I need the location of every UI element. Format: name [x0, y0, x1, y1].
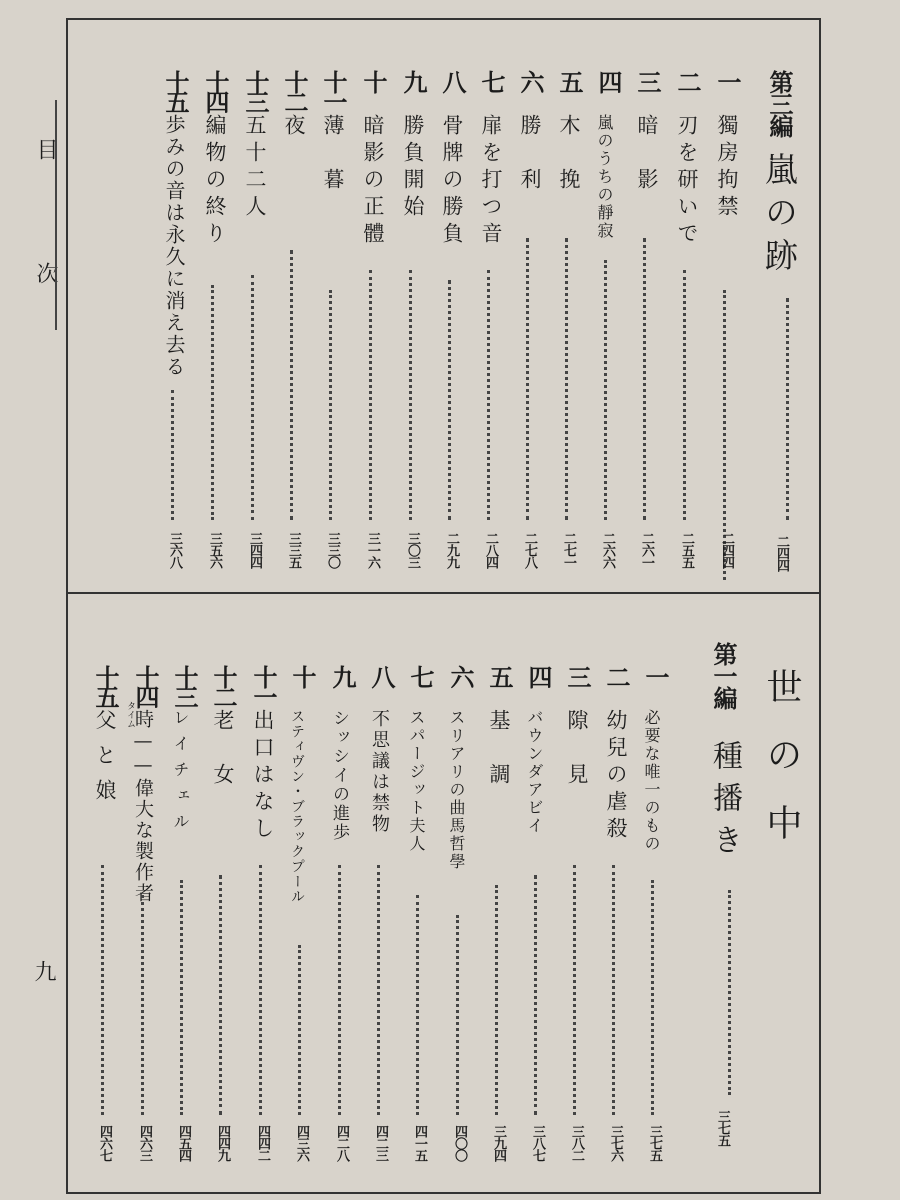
part-leader-dots: [786, 298, 789, 520]
chapter-title: スパージット夫人: [407, 709, 426, 853]
chapter-page: 二五五: [679, 532, 694, 568]
chapter-number: 六: [516, 70, 544, 90]
leader-dots: [298, 945, 301, 1115]
chapter-number: 九: [328, 665, 356, 685]
chapter-page: 三一六: [365, 532, 380, 568]
chapter-number: 二: [602, 665, 630, 685]
chapter-page: 四一五: [412, 1125, 427, 1161]
chapter-title: 時——偉大な製作者: [132, 709, 154, 904]
margin-mokuji-top: 目: [33, 138, 58, 160]
chapter-number: 三: [633, 70, 661, 90]
leader-dots: [456, 915, 459, 1115]
chapter-page: 四二三: [373, 1125, 388, 1161]
chapter-number: 五: [555, 70, 583, 90]
chapter-title: シッシイの進歩: [329, 709, 349, 842]
chapter-number: 七: [406, 665, 434, 685]
chapter-page: 三三〇: [325, 532, 340, 568]
leader-dots: [495, 885, 498, 1115]
leader-dots: [171, 390, 174, 520]
chapter-number: 十二: [209, 665, 237, 705]
part-label: 第三編: [765, 70, 793, 136]
chapter-title: スティヴン・ブラックプール: [289, 709, 305, 904]
chapter-page: 三七五: [647, 1125, 662, 1161]
chapter-page: 四三六: [294, 1125, 309, 1161]
margin-mokuji-bottom: 次: [33, 262, 58, 284]
chapter-number: 三: [563, 665, 591, 685]
leader-dots: [487, 270, 490, 520]
book-title: 世の中: [761, 668, 802, 872]
chapter-page: 四五四: [176, 1125, 191, 1161]
chapter-number: 十三: [170, 665, 198, 705]
page-number: 九: [31, 960, 56, 982]
chapter-page: 三八七: [530, 1125, 545, 1161]
chapter-title: 骨牌の勝負: [440, 114, 464, 249]
leader-dots: [251, 275, 254, 520]
chapter-page: 三〇三: [405, 532, 420, 568]
toc-entry: [323, 665, 359, 1185]
chapter-title: 夜: [282, 114, 306, 141]
chapter-title: 暗 影: [635, 114, 659, 195]
chapter-page: 三六八: [167, 532, 182, 568]
chapter-number: 十四: [131, 665, 159, 705]
leader-dots: [573, 865, 576, 1115]
toc-entry: [480, 665, 516, 1185]
leader-dots: [604, 260, 607, 520]
chapter-title: 勝負開始: [401, 114, 425, 222]
chapter-title: 老 女: [211, 709, 235, 790]
leader-dots: [259, 865, 262, 1115]
toc-entry: [275, 70, 311, 580]
chapter-page: 二六六: [600, 532, 615, 568]
toc-entry: [86, 665, 122, 1185]
chapter-title: 獨房拘禁: [715, 114, 739, 222]
leader-dots: [409, 270, 412, 520]
chapter-number: 一: [713, 70, 741, 90]
toc-entry: [394, 70, 430, 580]
toc-entry: [362, 665, 398, 1185]
chapter-number: 一: [641, 665, 669, 685]
leader-dots: [101, 865, 104, 1115]
chapter-page: 四四九: [215, 1125, 230, 1161]
chapter-title: 扉を打つ音: [479, 114, 503, 249]
toc-entry: [236, 70, 272, 580]
chapter-page: 四六三: [137, 1125, 152, 1161]
chapter-number: 十: [288, 665, 316, 685]
chapter-title: 暗影の正體: [361, 114, 385, 249]
leader-dots: [290, 250, 293, 520]
chapter-title: 勝 利: [518, 114, 542, 195]
chapter-number: 十一: [319, 70, 347, 110]
toc-entry: [401, 665, 437, 1185]
chapter-title: 五十二人: [243, 114, 267, 222]
chapter-title: 編物の終り: [203, 114, 227, 249]
toc-entry: [519, 665, 555, 1185]
part-page: 三七五: [715, 1110, 730, 1146]
leader-dots: [683, 270, 686, 520]
leader-dots: [141, 895, 144, 1115]
chapter-number: 九: [399, 70, 427, 90]
chapter-page: 三五六: [207, 532, 222, 568]
toc-entry: [433, 70, 469, 580]
chapter-number: 五: [485, 665, 513, 685]
toc-entry: [204, 665, 240, 1185]
chapter-number: 十五: [161, 70, 189, 110]
chapter-title: 不思議は禁物: [369, 709, 390, 835]
chapter-number: 十二: [280, 70, 308, 110]
toc-entry: [668, 70, 704, 580]
chapter-number: 十四: [201, 70, 229, 110]
chapter-page: 四六七: [97, 1125, 112, 1161]
leader-dots: [180, 880, 183, 1115]
chapter-title: 基 調: [487, 709, 511, 790]
leader-dots: [612, 865, 615, 1115]
toc-entry: [472, 70, 508, 580]
leader-dots: [338, 865, 341, 1115]
toc-entry: [156, 70, 192, 580]
toc-entry: [314, 70, 350, 580]
toc-entry: [597, 665, 633, 1185]
leader-dots: [565, 238, 568, 520]
leader-dots: [377, 865, 380, 1115]
toc-entry: [126, 665, 162, 1185]
chapter-title: 父と娘: [93, 709, 117, 814]
leader-dots: [643, 238, 646, 520]
toc-entry: [165, 665, 201, 1185]
chapter-title: バウンダアビイ: [525, 709, 544, 835]
chapter-number: 四: [524, 665, 552, 685]
chapter-title: 出口はなし: [251, 709, 275, 844]
leader-dots: [651, 880, 654, 1115]
chapter-number: 八: [367, 665, 395, 685]
chapter-page: 三三五: [286, 532, 301, 568]
chapter-number: 四: [594, 70, 622, 90]
chapter-title: スリアリの曲馬哲學: [447, 709, 466, 871]
chapter-page: 二八四: [483, 532, 498, 568]
toc-entry: [511, 70, 547, 580]
part-leader-dots: [728, 890, 731, 1095]
chapter-number: 八: [438, 70, 466, 90]
chapter-page: 四二八: [334, 1125, 349, 1161]
leader-dots: [448, 280, 451, 520]
toc-entry: [196, 70, 232, 580]
chapter-page: 三七六: [608, 1125, 623, 1161]
toc-entry: [708, 70, 744, 580]
part-title: 嵐の跡: [760, 152, 799, 281]
toc-entry: [628, 70, 664, 580]
chapter-page: 二六一: [639, 532, 654, 568]
leader-dots: [416, 895, 419, 1115]
chapter-number: 十三: [241, 70, 269, 110]
ruby-annotation: タイム: [125, 701, 135, 728]
chapter-number: 六: [446, 665, 474, 685]
toc-entry: [283, 665, 319, 1185]
toc-entry: [441, 665, 477, 1185]
chapter-page: 二七一: [561, 532, 576, 568]
chapter-title: 木 挽: [557, 114, 581, 195]
chapter-number: 二: [673, 70, 701, 90]
leader-dots: [369, 270, 372, 520]
section-divider: [68, 592, 819, 594]
toc-entry: [354, 70, 390, 580]
chapter-page: 三八二: [569, 1125, 584, 1161]
chapter-page: 四四二: [255, 1125, 270, 1161]
leader-dots: [329, 290, 332, 520]
chapter-title: 隙 見: [565, 709, 589, 790]
leader-dots: [534, 875, 537, 1115]
chapter-page: 二九九: [444, 532, 459, 568]
toc-entry: [636, 665, 672, 1185]
chapter-number: 十五: [91, 665, 119, 705]
chapter-title: レイチェル: [171, 709, 190, 839]
chapter-page: 二四四: [719, 532, 734, 568]
chapter-page: 二七八: [522, 532, 537, 568]
chapter-page: 三四四: [247, 532, 262, 568]
part-title: 種播き: [707, 740, 742, 866]
chapter-number: 十: [359, 70, 387, 90]
chapter-number: 七: [477, 70, 505, 90]
toc-entry: [589, 70, 625, 580]
toc-entry: [244, 665, 280, 1185]
chapter-title: 嵐のうちの靜寂: [595, 114, 614, 240]
chapter-title: 幼兒の虐殺: [604, 709, 628, 844]
chapter-page: 三九四: [491, 1125, 506, 1161]
margin-rule: [55, 100, 57, 330]
chapter-title: 歩みの音は永久に消え去る: [162, 114, 186, 378]
part-page: 二四四: [774, 535, 789, 571]
part-label: 第一編: [709, 642, 737, 708]
chapter-title: 薄 暮: [321, 114, 345, 195]
chapter-title: 必要な唯一のもの: [642, 709, 661, 853]
chapter-title: 刃を研いで: [675, 114, 699, 249]
toc-entry: [558, 665, 594, 1185]
leader-dots: [219, 875, 222, 1115]
chapter-page: 四〇〇: [452, 1125, 467, 1161]
leader-dots: [211, 285, 214, 520]
chapter-number: 十一: [249, 665, 277, 705]
toc-entry: [550, 70, 586, 580]
leader-dots: [526, 238, 529, 520]
